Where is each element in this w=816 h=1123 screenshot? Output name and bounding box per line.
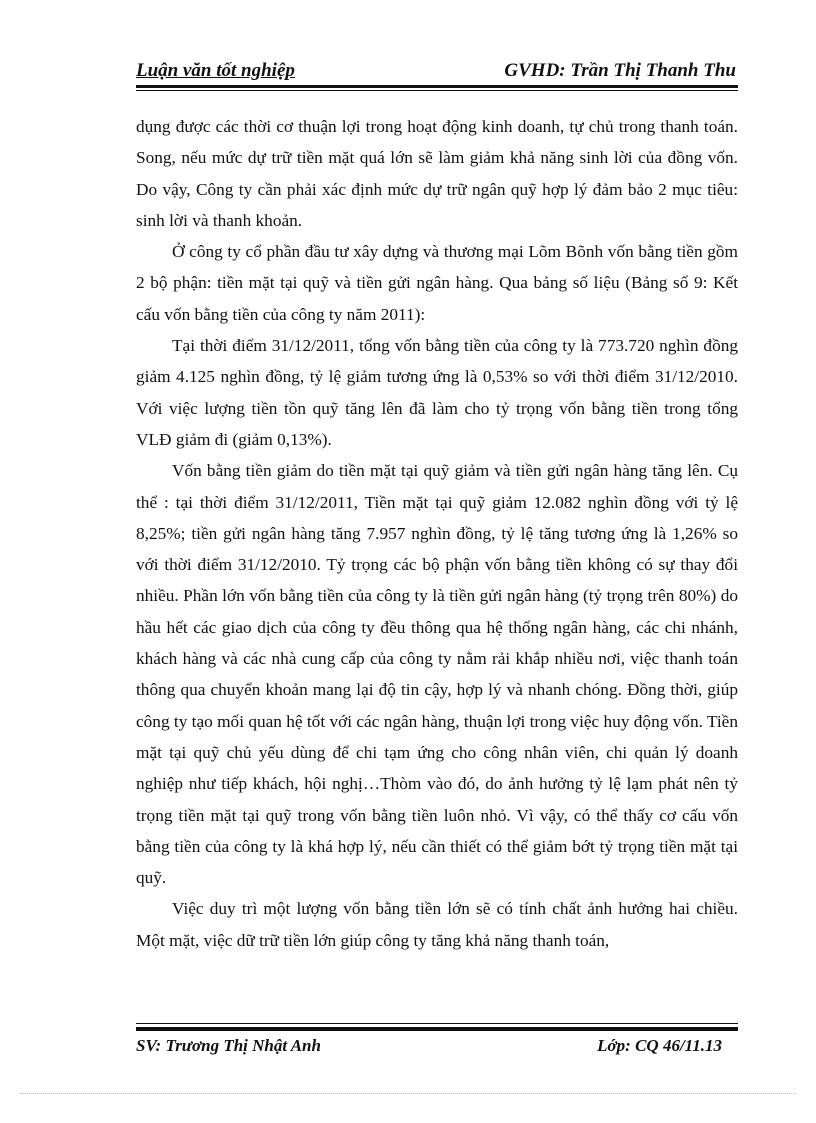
paragraph-cash-analysis: Vốn bằng tiền giảm do tiền mặt tại quỹ giảm và tiền gửi ngân hàng tăng lên. Cụ thể : tại thời điểm 31/12/2011, Tiền mặt tại quỹ giảm 12.082 nghìn đồng với tỷ lệ 8,25%; tiền gửi ngân hàng tăng 7.957 nghìn đồng, tỷ lệ tăng tương ứng là 1,26% so với thời điểm 31/12/2010. Tỷ trọng các bộ phận vốn bằng tiền không có sự thay đổi nhiều. Phần lớn vốn bằng tiền của công ty là tiền gửi ngân hàng (tỷ trọng trên 80%) do hầu hết các giao dịch của công ty đều thông qua hệ thống ngân hàng, các chi nhánh, khách hàng và các nhà cung cấp của công ty nằm rải khắp nhiều nơi, việc thanh toán thông qua chuyển khoản mang lại độ tin cậy, hợp lý và nhanh chóng. Đồng thời, giúp công ty tạo mối quan hệ tốt với các ngân hàng, thuận lợi trong việc huy động vốn. Tiền mặt tại quỹ chủ yếu dùng để chi tạm ứng cho công nhân viên, chi quản lý doanh nghiệp như tiếp khách, hội nghị…Thòm vào đó, do ảnh hưởng tỷ lệ lạm phát nên tỷ trọng tiền mặt tại quỹ trong vốn bằng tiền luôn nhỏ. Vì vậy, có thể thấy cơ cấu vốn bằng tiền của công ty là khá hợp lý, nếu cần thiết có thể giảm bớt tỷ trọng tiền mặt tại quỹ. (136, 461, 738, 888)
page-footer (136, 1035, 738, 1061)
paragraph-cash-components: Ở công ty cổ phần đầu tư xây dựng và thương mại Lõm Bõnh vốn bằng tiền gồm 2 bộ phận: tiền mặt tại quỹ và tiền gửi ngân hàng. Qua bảng số liệu (Bảng số 9: Kết cấu vốn bằng tiền của công ty năm 2011): (136, 242, 738, 324)
student-name-label: SV: Trương Thị Nhật Anh (136, 1036, 321, 1055)
paragraph-total-cash: Tại thời điểm 31/12/2011, tổng vốn bằng tiền của công ty là 773.720 nghìn đồng giảm 4.125 nghìn đồng, tỷ lệ giảm tương ứng là 0,53% so với thời điểm 31/12/2010. Với việc lượng tiền tồn quỹ tăng lên đã làm cho tỷ trọng vốn bằng tiền trong tổng VLĐ giảm đi (giảm 0,13%). (136, 336, 738, 449)
body-text (136, 111, 738, 956)
header-divider-thin (136, 90, 738, 91)
page-header (136, 58, 738, 86)
page-bottom-edge (20, 1093, 796, 1094)
footer-divider (136, 1027, 738, 1031)
advisor-label: GVHD: Trần Thị Thanh Thu (504, 60, 736, 81)
class-label: Lớp: CQ 46/11.13 (597, 1036, 722, 1055)
header-divider (136, 85, 738, 88)
paragraph-continuation: dụng được các thời cơ thuận lợi trong hoạt động kinh doanh, tự chủ trong thanh toán. Song, nếu mức dự trữ tiền mặt quá lớn sẽ làm giảm khả năng sinh lời của đồng vốn. Do vậy, Công ty cần phải xác định mức dự trữ ngân quỹ hợp lý đảm bảo 2 mục tiêu: sinh lời và thanh khoản. (136, 117, 738, 230)
thesis-title-label: Luận văn tốt nghiệp (136, 60, 295, 81)
footer-divider-thin (136, 1023, 738, 1024)
paragraph-cash-reserve: Việc duy trì một lượng vốn bằng tiền lớn sẽ có tính chất ảnh hưởng hai chiều. Một mặt, việc dữ trữ tiền lớn giúp công ty tăng khả năng thanh toán, (136, 899, 738, 950)
